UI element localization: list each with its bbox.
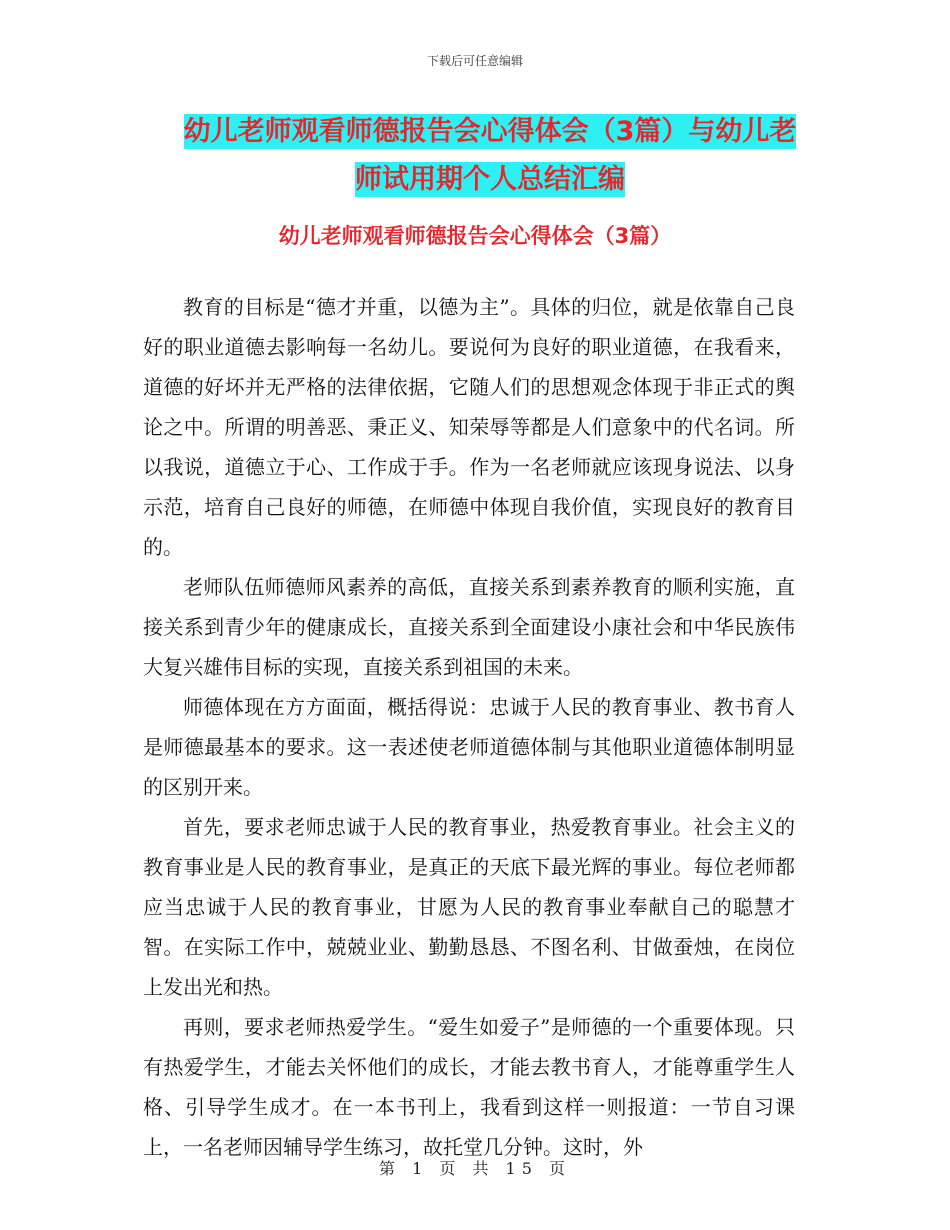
- paragraph: 再则，要求老师热爱学生。“爱生如爱子”是师德的一个重要体现。只有热爱学生，才能去关怀他们的成长，才能去教书育人，才能尊重学生人格、引导学生成才。在一本书刊上，我看到这样一则报道：一节自习课上，一名老师因辅导学生练习，故托堂几分钟。这时，外: [143, 1015, 795, 1159]
- document-title-line-2: 师试用期个人总结汇编: [355, 164, 625, 195]
- paragraph: 首先，要求老师忠诚于人民的教育事业，热爱教育事业。社会主义的教育事业是人民的教育事业，是真正的天底下最光辉的事业。每位老师都应当忠诚于人民的教育事业，甘愿为人民的教育事业奉献自己的聪慧才智。在实际工作中，兢兢业业、勤勤恳恳、不图名利、甘做蚕烛，在岗位上发出光和热。: [143, 815, 795, 999]
- paragraph: 教育的目标是“德才并重，以德为主”。具体的归位，就是依靠自己良好的职业道德去影响每一名幼儿。要说何为良好的职业道德，在我看来，道德的好坏并无严格的法律依据，它随人们的思想观念体现于非正式的舆论之中。所谓的明善恶、秉正义、知荣辱等都是人们意象中的代名词。所以我说，道德立于心、工作成于手。作为一名老师就应该现身说法、以身示范，培育自己良好的师德，在师德中体现自我价值，实现良好的教育目的。: [143, 295, 795, 559]
- paragraph: 老师队伍师德师风素养的高低，直接关系到素养教育的顺利实施，直接关系到青少年的健康成长，直接关系到全面建设小康社会和中华民族伟大复兴雄伟目标的实现，直接关系到祖国的未来。: [143, 575, 795, 679]
- page-number-footer: 第 1 页 共 15 页: [379, 1159, 571, 1178]
- paragraph: 师德体现在方方面面，概括得说：忠诚于人民的教育事业、教书育人是师德最基本的要求。这一表述使老师道德体制与其他职业道德体制明显的区别开来。: [143, 695, 795, 799]
- document-title: [140, 108, 840, 204]
- document-title-line-1: 幼儿老师观看师德报告会心得体会（3篇）与幼儿老: [183, 116, 797, 147]
- section-title: 幼儿老师观看师德报告会心得体会（3篇）: [278, 224, 672, 248]
- page-header-note: 下载后可任意编辑: [426, 54, 523, 68]
- body-text: [143, 287, 795, 1167]
